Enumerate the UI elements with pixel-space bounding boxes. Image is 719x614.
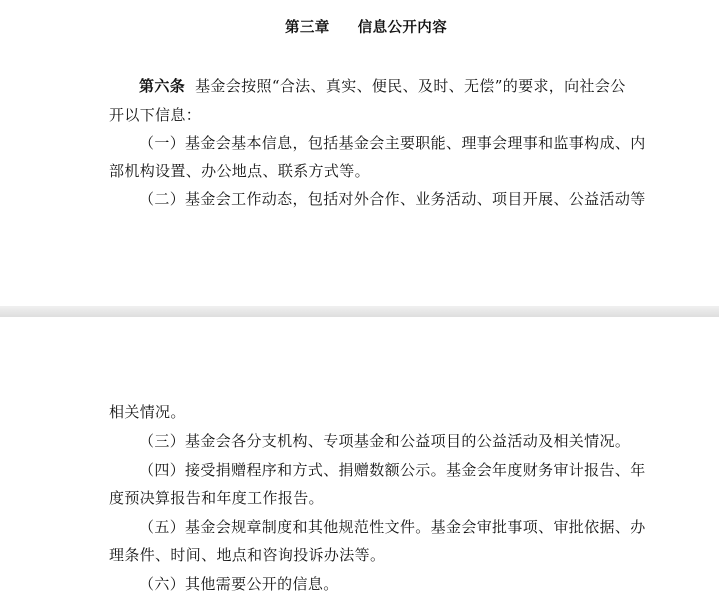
item-4-line-2: 度预决算报告和年度工作报告。 xyxy=(109,489,324,507)
item-4-line-1: （四）接受捐赠程序和方式、捐赠数额公示。基金会年度财务审计报告、年 xyxy=(139,461,646,479)
item-5-line-1: （五）基金会规章制度和其他规范性文件。基金会审批事项、审批依据、办 xyxy=(139,518,646,536)
item-3-line-1: （三）基金会各分支机构、专项基金和公益项目的公益活动及相关情况。 xyxy=(139,432,631,450)
article-label: 第六条 xyxy=(139,77,186,95)
item-6-line-1: （六）其他需要公开的信息。 xyxy=(139,575,339,593)
chapter-number: 第三章 xyxy=(285,20,330,36)
chapter-title: 信息公开内容 xyxy=(357,20,448,36)
article-6-line-2: 开以下信息： xyxy=(109,106,202,124)
item-1-line-2: 部机构设置、办公地点、联系方式等。 xyxy=(109,162,370,180)
item-2-line-2: 相关情况。 xyxy=(109,403,186,421)
item-1-line-1: （一）基金会基本信息，包括基金会主要职能、理事会理事和监事构成、内 xyxy=(139,134,646,152)
page-1-fragment xyxy=(0,0,719,306)
page-separator xyxy=(0,306,719,317)
chapter-heading xyxy=(285,18,447,38)
item-2-line-1: （二）基金会工作动态，包括对外合作、业务活动、项目开展、公益活动等 xyxy=(139,190,646,208)
article-6-line-1 xyxy=(139,76,626,96)
article-intro-text: 基金会按照“合法、真实、便民、及时、无偿”的要求，向社会公 xyxy=(195,77,626,95)
page-2-fragment xyxy=(0,317,719,614)
item-5-line-2: 理条件、时间、地点和咨询投诉办法等。 xyxy=(109,546,386,564)
